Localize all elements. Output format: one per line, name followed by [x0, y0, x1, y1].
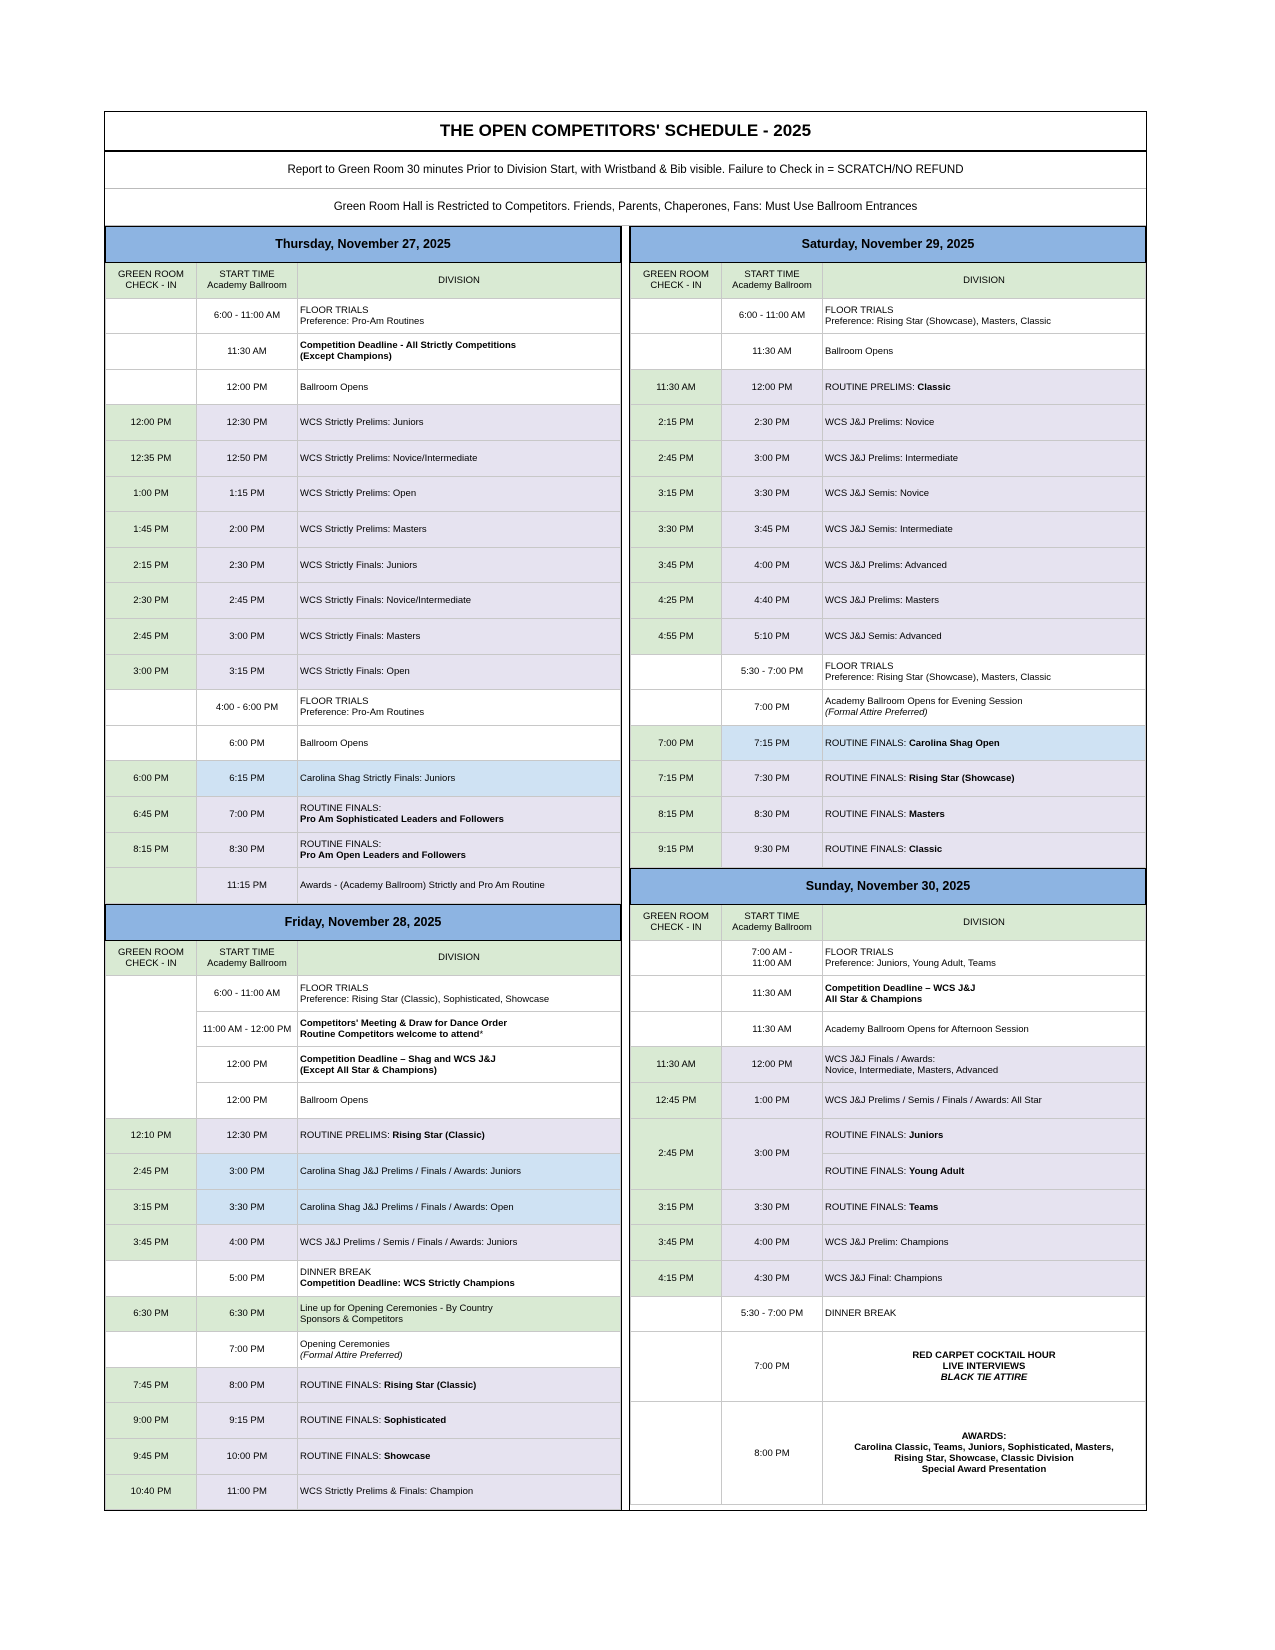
- division-cell: AWARDS: Carolina Classic, Teams, Juniors, Sophisticated, Masters, Rising Star, Showcase, Classic Division Special Award Presentation: [823, 1402, 1146, 1505]
- schedule-row: [106, 369, 621, 405]
- start-time-cell: 12:50 PM: [197, 440, 298, 476]
- start-time-cell: 7:00 PM: [722, 1332, 823, 1402]
- division-cell: FLOOR TRIALS Preference: Rising Star (Showcase), Masters, Classic: [823, 298, 1146, 334]
- thursday-rows: [106, 298, 621, 903]
- schedule-row: [106, 583, 621, 619]
- division-cell: WCS Strictly Finals: Novice/Intermediate: [298, 583, 621, 619]
- schedule-row: [106, 1261, 621, 1297]
- division-cell: WCS J&J Finals / Awards: Novice, Intermediate, Masters, Advanced: [823, 1047, 1146, 1083]
- day-header-saturday: Saturday, November 29, 2025: [631, 227, 1146, 263]
- checkin-cell: 3:45 PM: [631, 1225, 722, 1261]
- division-cell: FLOOR TRIALS Preference: Juniors, Young Adult, Teams: [823, 940, 1146, 976]
- division-cell: ROUTINE FINALS: Pro Am Open Leaders and Followers: [298, 832, 621, 868]
- schedule-row: [106, 832, 621, 868]
- division-cell: Competition Deadline - All Strictly Competitions (Except Champions): [298, 334, 621, 370]
- checkin-cell: 9:15 PM: [631, 832, 722, 868]
- schedule-row: [631, 1083, 1146, 1119]
- checkin-cell: [106, 334, 197, 370]
- schedule-row: [106, 547, 621, 583]
- schedule-row: [106, 868, 621, 904]
- division-cell: WCS J&J Prelims / Semis / Finals / Awards: Juniors: [298, 1225, 621, 1261]
- division-cell: Carolina Shag Strictly Finals: Juniors: [298, 761, 621, 797]
- page-title: THE OPEN COMPETITORS' SCHEDULE - 2025: [105, 112, 1146, 152]
- schedule-row: [106, 654, 621, 690]
- column-headers: GREEN ROOM CHECK - IN START TIME Academy Ballroom DIVISION: [106, 263, 621, 299]
- schedule-row: [106, 976, 621, 1012]
- schedule-row: [631, 1189, 1146, 1225]
- schedule-row: [106, 761, 621, 797]
- start-time-cell: 10:00 PM: [197, 1439, 298, 1475]
- schedule-row: [106, 1118, 621, 1154]
- division-cell: ROUTINE FINALS: Pro Am Sophisticated Leaders and Followers: [298, 796, 621, 832]
- start-time-cell: 8:00 PM: [722, 1402, 823, 1505]
- schedule-row: [631, 298, 1146, 334]
- start-time-cell: 5:00 PM: [197, 1261, 298, 1297]
- division-cell: FLOOR TRIALS Preference: Rising Star (Showcase), Masters, Classic: [823, 654, 1146, 690]
- checkin-cell: 6:45 PM: [106, 796, 197, 832]
- start-time-cell: 6:00 PM: [197, 725, 298, 761]
- division-cell: WCS Strictly Prelims: Juniors: [298, 405, 621, 441]
- division-cell: WCS J&J Semis: Novice: [823, 476, 1146, 512]
- checkin-cell: [631, 1332, 722, 1402]
- start-time-cell: 2:30 PM: [197, 547, 298, 583]
- start-time-cell: 5:30 - 7:00 PM: [722, 654, 823, 690]
- division-cell: Academy Ballroom Opens for Afternoon Session: [823, 1011, 1146, 1047]
- checkin-cell: 6:00 PM: [106, 761, 197, 797]
- schedule-row: [106, 512, 621, 548]
- day-header-thursday: Thursday, November 27, 2025: [106, 227, 621, 263]
- schedule-row: [631, 1047, 1146, 1083]
- schedule-row: [106, 334, 621, 370]
- schedule-row: [631, 1332, 1146, 1402]
- schedule-sheet: [104, 111, 1147, 1511]
- division-cell: ROUTINE PRELIMS: Classic: [823, 369, 1146, 405]
- division-cell: ROUTINE PRELIMS: Rising Star (Classic): [298, 1118, 621, 1154]
- checkin-cell: 1:00 PM: [106, 476, 197, 512]
- friday-rows: [106, 976, 621, 1510]
- schedule-row: [106, 690, 621, 726]
- schedule-row: [106, 796, 621, 832]
- checkin-cell: [631, 1011, 722, 1047]
- start-time-cell: 6:00 - 11:00 AM: [197, 298, 298, 334]
- start-time-cell: 7:00 PM: [197, 796, 298, 832]
- schedule-row: [631, 1118, 1146, 1154]
- column-headers: GREEN ROOM CHECK - IN START TIME Academy Ballroom DIVISION: [106, 940, 621, 976]
- division-cell: WCS Strictly Finals: Masters: [298, 618, 621, 654]
- checkin-cell: 8:15 PM: [631, 796, 722, 832]
- start-time-cell: 11:30 AM: [722, 334, 823, 370]
- start-time-cell: 2:30 PM: [722, 405, 823, 441]
- division-cell: DINNER BREAK: [823, 1296, 1146, 1332]
- thursday-table: [105, 226, 621, 904]
- checkin-cell: 8:15 PM: [106, 832, 197, 868]
- division-cell: WCS J&J Final: Champions: [823, 1261, 1146, 1297]
- division-cell: DINNER BREAK Competition Deadline: WCS Strictly Champions: [298, 1261, 621, 1297]
- left-column: [105, 226, 622, 1510]
- checkin-cell: 9:45 PM: [106, 1439, 197, 1475]
- division-cell: Competition Deadline – Shag and WCS J&J (Except All Star & Champions): [298, 1047, 621, 1083]
- start-time-cell: 7:00 AM - 11:00 AM: [722, 940, 823, 976]
- division-cell: WCS Strictly Prelims: Open: [298, 476, 621, 512]
- checkin-cell: 7:00 PM: [631, 725, 722, 761]
- division-cell: ROUTINE FINALS: Showcase: [298, 1439, 621, 1475]
- division-cell: Competitors' Meeting & Draw for Dance Order Routine Competitors welcome to attend*: [298, 1011, 621, 1047]
- start-time-cell: 4:00 PM: [722, 1225, 823, 1261]
- start-time-cell: 3:00 PM: [197, 618, 298, 654]
- day-header-friday: Friday, November 28, 2025: [106, 904, 621, 940]
- checkin-cell: 11:30 AM: [631, 1047, 722, 1083]
- checkin-cell: [631, 654, 722, 690]
- start-time-cell: 12:00 PM: [722, 369, 823, 405]
- checkin-cell: 6:30 PM: [106, 1296, 197, 1332]
- checkin-cell: 4:15 PM: [631, 1261, 722, 1297]
- checkin-cell: [106, 369, 197, 405]
- start-time-cell: 3:30 PM: [197, 1189, 298, 1225]
- division-cell: WCS J&J Prelims: Masters: [823, 583, 1146, 619]
- checkin-cell: 3:45 PM: [631, 547, 722, 583]
- checkin-cell: 7:15 PM: [631, 761, 722, 797]
- sunday-table: [630, 868, 1146, 1505]
- division-cell: WCS J&J Semis: Advanced: [823, 618, 1146, 654]
- checkin-cell: 3:00 PM: [106, 654, 197, 690]
- division-cell: WCS J&J Prelims: Novice: [823, 405, 1146, 441]
- division-cell: ROUTINE FINALS: Young Adult: [823, 1154, 1146, 1190]
- division-cell: Ballroom Opens: [823, 334, 1146, 370]
- schedule-row: [631, 583, 1146, 619]
- checkin-cell: 12:35 PM: [106, 440, 197, 476]
- checkin-cell: 12:00 PM: [106, 405, 197, 441]
- division-cell: WCS J&J Prelims / Semis / Finals / Awards: All Star: [823, 1083, 1146, 1119]
- schedule-row: [631, 405, 1146, 441]
- checkin-cell: 2:45 PM: [631, 440, 722, 476]
- schedule-row: [631, 334, 1146, 370]
- schedule-row: [631, 547, 1146, 583]
- division-cell: WCS Strictly Prelims & Finals: Champion: [298, 1474, 621, 1510]
- checkin-note: Report to Green Room 30 minutes Prior to Division Start, with Wristband & Bib visible. Failure to Check in = SCRATCH/NO REFUND: [105, 152, 1146, 189]
- checkin-cell: 2:45 PM: [106, 1154, 197, 1190]
- start-time-cell: 4:00 PM: [197, 1225, 298, 1261]
- schedule-row: [631, 1225, 1146, 1261]
- division-cell: FLOOR TRIALS Preference: Pro-Am Routines: [298, 690, 621, 726]
- schedule-row: [106, 405, 621, 441]
- start-time-cell: 12:00 PM: [197, 1047, 298, 1083]
- restriction-note: Green Room Hall is Restricted to Competitors. Friends, Parents, Chaperones, Fans: Must Use Ballroom Entrances: [105, 189, 1146, 226]
- start-time-cell: 2:00 PM: [197, 512, 298, 548]
- division-cell: ROUTINE FINALS: Classic: [823, 832, 1146, 868]
- start-time-cell: 4:00 - 6:00 PM: [197, 690, 298, 726]
- checkin-cell: 3:15 PM: [631, 1189, 722, 1225]
- checkin-cell: 10:40 PM: [106, 1474, 197, 1510]
- division-cell: Carolina Shag J&J Prelims / Finals / Awards: Juniors: [298, 1154, 621, 1190]
- checkin-cell: 7:45 PM: [106, 1367, 197, 1403]
- schedule-row: [631, 1402, 1146, 1505]
- schedule-row: [106, 298, 621, 334]
- schedule-row: [106, 618, 621, 654]
- schedule-row: [631, 618, 1146, 654]
- division-cell: ROUTINE FINALS: Rising Star (Classic): [298, 1367, 621, 1403]
- schedule-row: [631, 654, 1146, 690]
- checkin-cell: 1:45 PM: [106, 512, 197, 548]
- start-time-cell: 7:15 PM: [722, 725, 823, 761]
- schedule-row: [631, 440, 1146, 476]
- schedule-row: [631, 1011, 1146, 1047]
- checkin-cell: 12:45 PM: [631, 1083, 722, 1119]
- start-time-cell: 7:30 PM: [722, 761, 823, 797]
- checkin-cell: 3:45 PM: [106, 1225, 197, 1261]
- division-cell: WCS Strictly Prelims: Masters: [298, 512, 621, 548]
- schedule-row: [106, 440, 621, 476]
- checkin-cell: 2:45 PM: [631, 1118, 722, 1189]
- checkin-cell: [631, 976, 722, 1012]
- start-time-cell: 6:00 - 11:00 AM: [722, 298, 823, 334]
- day-header-sunday: Sunday, November 30, 2025: [631, 869, 1146, 905]
- checkin-cell: [631, 1296, 722, 1332]
- schedule-row: [631, 832, 1146, 868]
- schedule-row: [631, 369, 1146, 405]
- start-time-cell: 7:00 PM: [197, 1332, 298, 1368]
- schedule-row: [631, 1296, 1146, 1332]
- start-time-cell: 11:00 AM - 12:00 PM: [197, 1011, 298, 1047]
- division-cell: Ballroom Opens: [298, 725, 621, 761]
- start-time-cell: 5:10 PM: [722, 618, 823, 654]
- checkin-cell: 12:10 PM: [106, 1118, 197, 1154]
- start-time-cell: 11:30 AM: [722, 1011, 823, 1047]
- schedule-row: [106, 725, 621, 761]
- start-time-cell: 9:30 PM: [722, 832, 823, 868]
- column-headers: GREEN ROOM CHECK - IN START TIME Academy Ballroom DIVISION: [631, 905, 1146, 941]
- checkin-cell: [631, 940, 722, 976]
- start-time-cell: 11:00 PM: [197, 1474, 298, 1510]
- checkin-cell: 2:30 PM: [106, 583, 197, 619]
- division-cell: ROUTINE FINALS: Teams: [823, 1189, 1146, 1225]
- checkin-cell: [106, 868, 197, 904]
- schedule-row: [631, 690, 1146, 726]
- checkin-cell: 3:30 PM: [631, 512, 722, 548]
- start-time-cell: 6:00 - 11:00 AM: [197, 976, 298, 1012]
- start-time-cell: 12:00 PM: [197, 1083, 298, 1119]
- checkin-cell: 11:30 AM: [631, 369, 722, 405]
- division-cell: ROUTINE FINALS: Juniors: [823, 1118, 1146, 1154]
- schedule-row: [106, 1367, 621, 1403]
- division-cell: WCS Strictly Prelims: Novice/Intermediate: [298, 440, 621, 476]
- checkin-cell: [631, 334, 722, 370]
- start-time-cell: 8:30 PM: [197, 832, 298, 868]
- division-cell: Competition Deadline – WCS J&J All Star & Champions: [823, 976, 1146, 1012]
- start-time-cell: 3:15 PM: [197, 654, 298, 690]
- division-cell: WCS Strictly Finals: Juniors: [298, 547, 621, 583]
- division-cell: ROUTINE FINALS: Rising Star (Showcase): [823, 761, 1146, 797]
- start-time-cell: 3:30 PM: [722, 1189, 823, 1225]
- division-cell: Line up for Opening Ceremonies - By Country Sponsors & Competitors: [298, 1296, 621, 1332]
- schedule-row: [631, 761, 1146, 797]
- schedule-row: [106, 1332, 621, 1368]
- division-cell: ROUTINE FINALS: Carolina Shag Open: [823, 725, 1146, 761]
- schedule-row: [631, 512, 1146, 548]
- friday-table: [105, 904, 621, 1511]
- schedule-row: [106, 476, 621, 512]
- division-cell: Ballroom Opens: [298, 369, 621, 405]
- checkin-cell: 2:45 PM: [106, 618, 197, 654]
- checkin-cell: [106, 1261, 197, 1297]
- division-cell: WCS J&J Semis: Intermediate: [823, 512, 1146, 548]
- saturday-rows: [631, 298, 1146, 868]
- checkin-cell: [106, 1332, 197, 1368]
- start-time-cell: 3:00 PM: [197, 1154, 298, 1190]
- schedule-row: [631, 976, 1146, 1012]
- checkin-cell: 4:25 PM: [631, 583, 722, 619]
- schedule-row: [106, 1403, 621, 1439]
- start-time-cell: 3:00 PM: [722, 1118, 823, 1189]
- start-time-cell: 11:30 AM: [722, 976, 823, 1012]
- start-time-cell: 5:30 - 7:00 PM: [722, 1296, 823, 1332]
- division-cell: Carolina Shag J&J Prelims / Finals / Awards: Open: [298, 1189, 621, 1225]
- start-time-cell: 12:30 PM: [197, 405, 298, 441]
- start-time-cell: 6:30 PM: [197, 1296, 298, 1332]
- schedule-row: [106, 1189, 621, 1225]
- division-cell: WCS J&J Prelim: Champions: [823, 1225, 1146, 1261]
- division-cell: WCS Strictly Finals: Open: [298, 654, 621, 690]
- start-time-cell: 3:30 PM: [722, 476, 823, 512]
- schedule-row: [631, 725, 1146, 761]
- division-cell: ROUTINE FINALS: Sophisticated: [298, 1403, 621, 1439]
- schedule-row: [106, 1296, 621, 1332]
- checkin-cell: [631, 298, 722, 334]
- division-cell: WCS J&J Prelims: Intermediate: [823, 440, 1146, 476]
- checkin-cell: 3:15 PM: [106, 1189, 197, 1225]
- start-time-cell: 11:15 PM: [197, 868, 298, 904]
- start-time-cell: 8:00 PM: [197, 1367, 298, 1403]
- checkin-cell: 2:15 PM: [106, 547, 197, 583]
- checkin-cell: [631, 690, 722, 726]
- start-time-cell: 4:00 PM: [722, 547, 823, 583]
- division-cell: ROUTINE FINALS: Masters: [823, 796, 1146, 832]
- start-time-cell: 7:00 PM: [722, 690, 823, 726]
- start-time-cell: 12:00 PM: [197, 369, 298, 405]
- start-time-cell: 3:45 PM: [722, 512, 823, 548]
- schedule-row: [631, 940, 1146, 976]
- schedule-row: [106, 1474, 621, 1510]
- schedule-row: [106, 1439, 621, 1475]
- start-time-cell: 4:30 PM: [722, 1261, 823, 1297]
- schedule-row: [631, 476, 1146, 512]
- division-cell: FLOOR TRIALS Preference: Rising Star (Classic), Sophisticated, Showcase: [298, 976, 621, 1012]
- start-time-cell: 6:15 PM: [197, 761, 298, 797]
- checkin-cell: 3:15 PM: [631, 476, 722, 512]
- right-column: [629, 226, 1146, 1510]
- start-time-cell: 4:40 PM: [722, 583, 823, 619]
- checkin-cell: [631, 1402, 722, 1505]
- schedule-row: [631, 796, 1146, 832]
- checkin-cell: 4:55 PM: [631, 618, 722, 654]
- saturday-table: [630, 226, 1146, 868]
- sunday-rows: [631, 940, 1146, 1505]
- division-cell: Ballroom Opens: [298, 1083, 621, 1119]
- checkin-cell: 2:15 PM: [631, 405, 722, 441]
- division-cell: Awards - (Academy Ballroom) Strictly and Pro Am Routine: [298, 868, 621, 904]
- checkin-cell: [106, 298, 197, 334]
- schedule-row: [106, 1225, 621, 1261]
- schedule-row: [631, 1261, 1146, 1297]
- column-headers: GREEN ROOM CHECK - IN START TIME Academy Ballroom DIVISION: [631, 263, 1146, 299]
- division-cell: WCS J&J Prelims: Advanced: [823, 547, 1146, 583]
- start-time-cell: 2:45 PM: [197, 583, 298, 619]
- start-time-cell: 8:30 PM: [722, 796, 823, 832]
- division-cell: Opening Ceremonies (Formal Attire Preferred): [298, 1332, 621, 1368]
- start-time-cell: 1:00 PM: [722, 1083, 823, 1119]
- checkin-cell: 9:00 PM: [106, 1403, 197, 1439]
- start-time-cell: 1:15 PM: [197, 476, 298, 512]
- checkin-cell: [106, 690, 197, 726]
- start-time-cell: 12:30 PM: [197, 1118, 298, 1154]
- schedule-row: [106, 1154, 621, 1190]
- start-time-cell: 12:00 PM: [722, 1047, 823, 1083]
- start-time-cell: 9:15 PM: [197, 1403, 298, 1439]
- division-cell: RED CARPET COCKTAIL HOUR LIVE INTERVIEWS BLACK TIE ATTIRE: [823, 1332, 1146, 1402]
- checkin-cell: [106, 976, 197, 1118]
- division-cell: FLOOR TRIALS Preference: Pro-Am Routines: [298, 298, 621, 334]
- division-cell: Academy Ballroom Opens for Evening Session (Formal Attire Preferred): [823, 690, 1146, 726]
- start-time-cell: 3:00 PM: [722, 440, 823, 476]
- checkin-cell: [106, 725, 197, 761]
- start-time-cell: 11:30 AM: [197, 334, 298, 370]
